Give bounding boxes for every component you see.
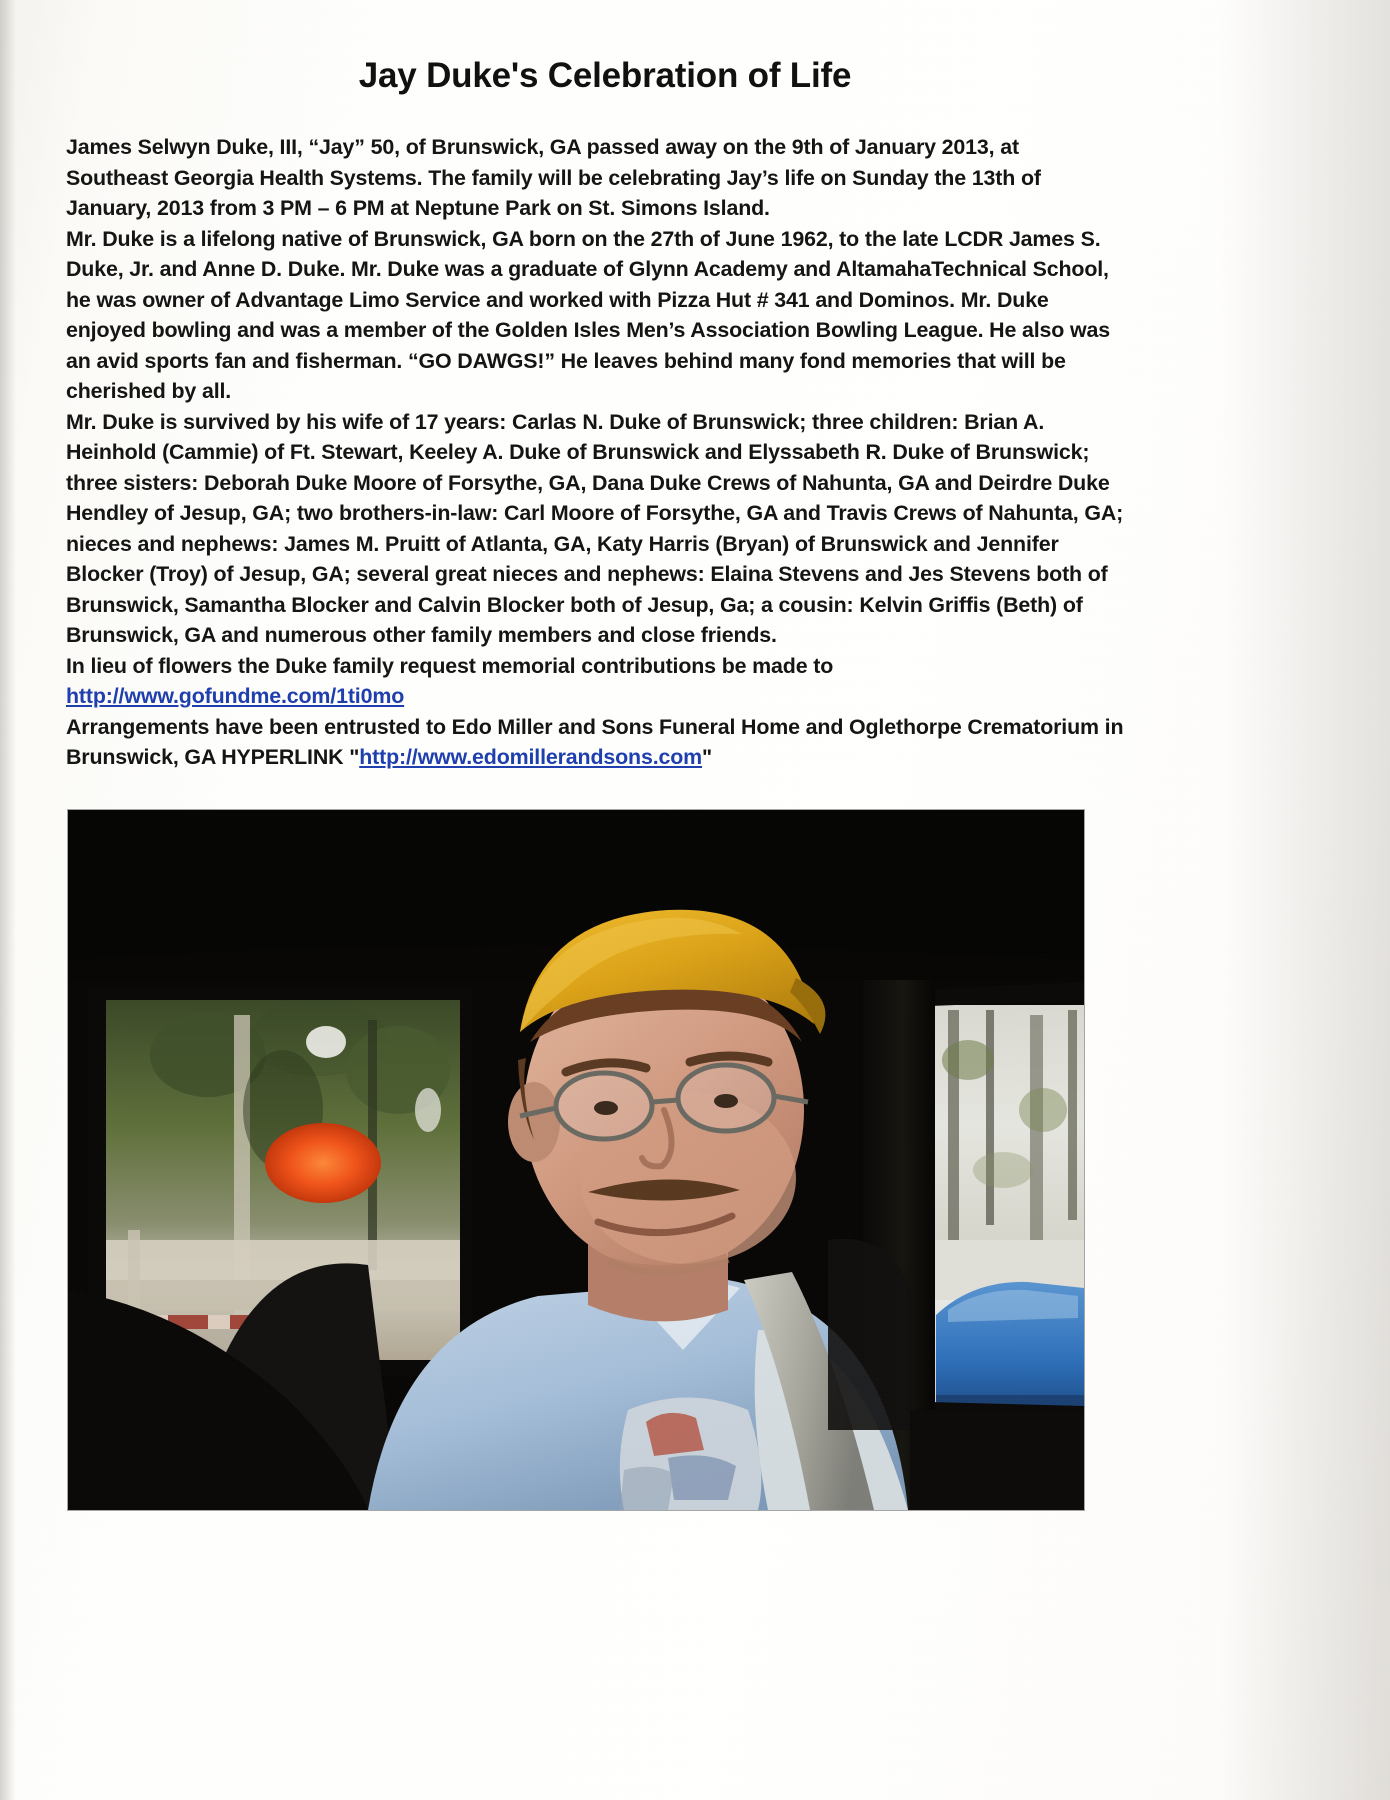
paragraph-announcement: James Selwyn Duke, III, “Jay” 50, of Brunswick, GA passed away on the 9th of January 2013, at Southeast Georgia Health Systems. The family will be celebrating Jay’s life on Sunday the 13th of January, 2013 from 3 PM – 6 PM at Neptune Park on St. Simons Island.	[66, 135, 1041, 220]
arrangements-text-before: Arrangements have been entrusted to Edo Miller and Sons Funeral Home and Oglethorpe Crematorium in Brunswick, GA HYPERLINK "	[66, 714, 1124, 769]
edo-miller-and-sons-link[interactable]: http://www.edomillerandsons.com	[359, 745, 703, 769]
paragraph-survivors: Mr. Duke is survived by his wife of 17 years: Carlas N. Duke of Brunswick; three children: Brian A. Heinhold (Cammie) of Ft. Stewart, Keeley A. Duke of Brunswick and Elyssabeth R. Duke of Brunswick; three sisters: Deborah Duke Moore of Forsythe, GA, Dana Duke Crews of Nahunta, GA and Deirdre Duke Hendley of Jesup, GA; two brothers-in-law: Carl Moore of Forsythe, GA and Travis Crews of Nahunta, GA; nieces and nephews: James M. Pruitt of Atlanta, GA, Katy Harris (Bryan) of Brunswick and Jennifer Blocker (Troy) of Jesup, GA; several great nieces and nephews: Elaina Stevens and Jes Stevens both of Brunswick, Samantha Blocker and Calvin Blocker both of Jesup, Ga; a cousin: Kelvin Griffis (Beth) of Brunswick, GA and numerous other family members and close friends.	[66, 409, 1124, 647]
document-text-block	[66, 56, 1126, 773]
page-title: Jay Duke's Celebration of Life	[358, 56, 852, 95]
gofundme-link[interactable]: http://www.gofundme.com/1ti0mo	[66, 684, 405, 708]
donation-link-line	[66, 681, 1126, 712]
paragraph-arrangements	[66, 712, 1126, 773]
paragraph-biography: Mr. Duke is a lifelong native of Brunswick, GA born on the 27th of June 1962, to the late LCDR James S. Duke, Jr. and Anne D. Duke. Mr. Duke was a graduate of Glynn Academy and AltamahaTechnical School, he was owner of Advantage Limo Service and worked with Pizza Hut # 341 and Dominos. Mr. Duke enjoyed bowling and was a member of the Golden Isles Men’s Association Bowling League. He also was an avid sports fan and fisherman. “GO DAWGS!” He leaves behind many fond memories that will be cherished by all.	[66, 226, 1110, 403]
paragraph-in-lieu-of-flowers: In lieu of flowers the Duke family request memorial contributions be made to	[66, 653, 834, 678]
memorial-photograph	[68, 810, 1084, 1510]
photograph-image	[68, 810, 1084, 1510]
arrangements-text-after: "	[702, 745, 713, 769]
